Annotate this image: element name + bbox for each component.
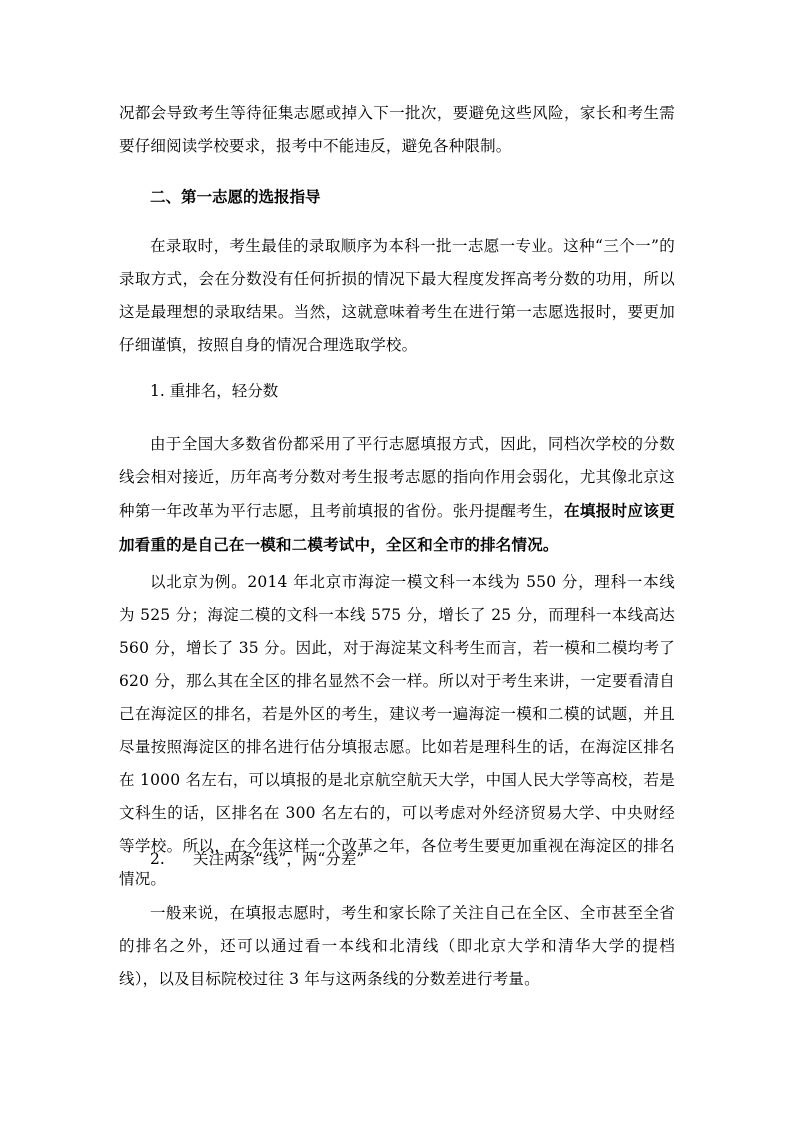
emphasized-advice: 在填报时应该更加看重的是自己在一模和二模考试中，全区和全市的排名情况。 <box>119 501 675 554</box>
section-heading-first-choice: 二、第一志愿的选报指导 <box>150 187 321 206</box>
paragraph-two-lines-explanation: 一般来说，在填报志愿时，考生和家长除了关注自己在全区、全市甚至全省的排名之外，还可以通过看一本线和北清线（即北京大学和清华大学的提档线），以及目标院校过往 3 年与这两条线的分数差进行考量。 <box>119 904 675 988</box>
paragraph-admission-order: 在录取时，考生最佳的录取顺序为本科一批一志愿一专业。这种“三个一”的录取方式，会在分数没有任何折损的情况下最大程度发挥高考分数的功用，所以这是最理想的录取结果。当然，这就意味着考生在进行第一志愿选报时，要更加仔细谨慎，按照自身的情况合理选取学校。 <box>119 237 675 354</box>
paragraph-beijing-example: 以北京为例。2014 年北京市海淀一模文科一本线为 550 分，理科一本线为 525 分；海淀二模的文科一本线 575 分，增长了 25 分，而理科一本线高达 560 分，增长了 35 分。因此，对于海淀某文科考生而言，若一模和二模均考了 620 分，那么其在全区的排名显然不会一样。所以对于考生来讲，一定要看清自己在海淀区的排名，若是外区的考生，建议考一遍海淀一模和二模的试题，并且尽量按照海淀区的排名进行估分填报志愿。比如若是理科生的话，在海淀区排名在 1000 名左右，可以填报的是北京航空航天大学，中国人民大学等高校，若是文科生的话，区排名在 300 名左右的，可以考虑对外经济贸易大学、中央财经等学校。所以，在今年这样一个改革之年，各位考生要更加重视在海淀区的排名情况。 <box>119 573 675 888</box>
subheading-ranking-over-score: 1. 重排名，轻分数 <box>150 382 279 400</box>
paragraph-intro-continuation: 况都会导致考生等待征集志愿或掉入下一批次，要避免这些风险，家长和考生需要仔细阅读学校要求，报考中不能违反，避免各种限制。 <box>119 104 675 155</box>
subheading-two-lines-two-gaps: 关注两条“线”，两“分差” <box>193 850 365 868</box>
paragraph-text: 由于全国大多数省份都采用了平行志愿填报方式，因此，同档次学校的分数线会相对接近，历年高考分数对考生报考志愿的指向作用会弱化，尤其像北京这种第一年改革为平行志愿，且考前填报的省份。张丹提醒考生， <box>119 435 675 520</box>
paragraph-parallel-volunteer <box>119 428 675 562</box>
subheading-number-2: 2. <box>150 850 165 868</box>
